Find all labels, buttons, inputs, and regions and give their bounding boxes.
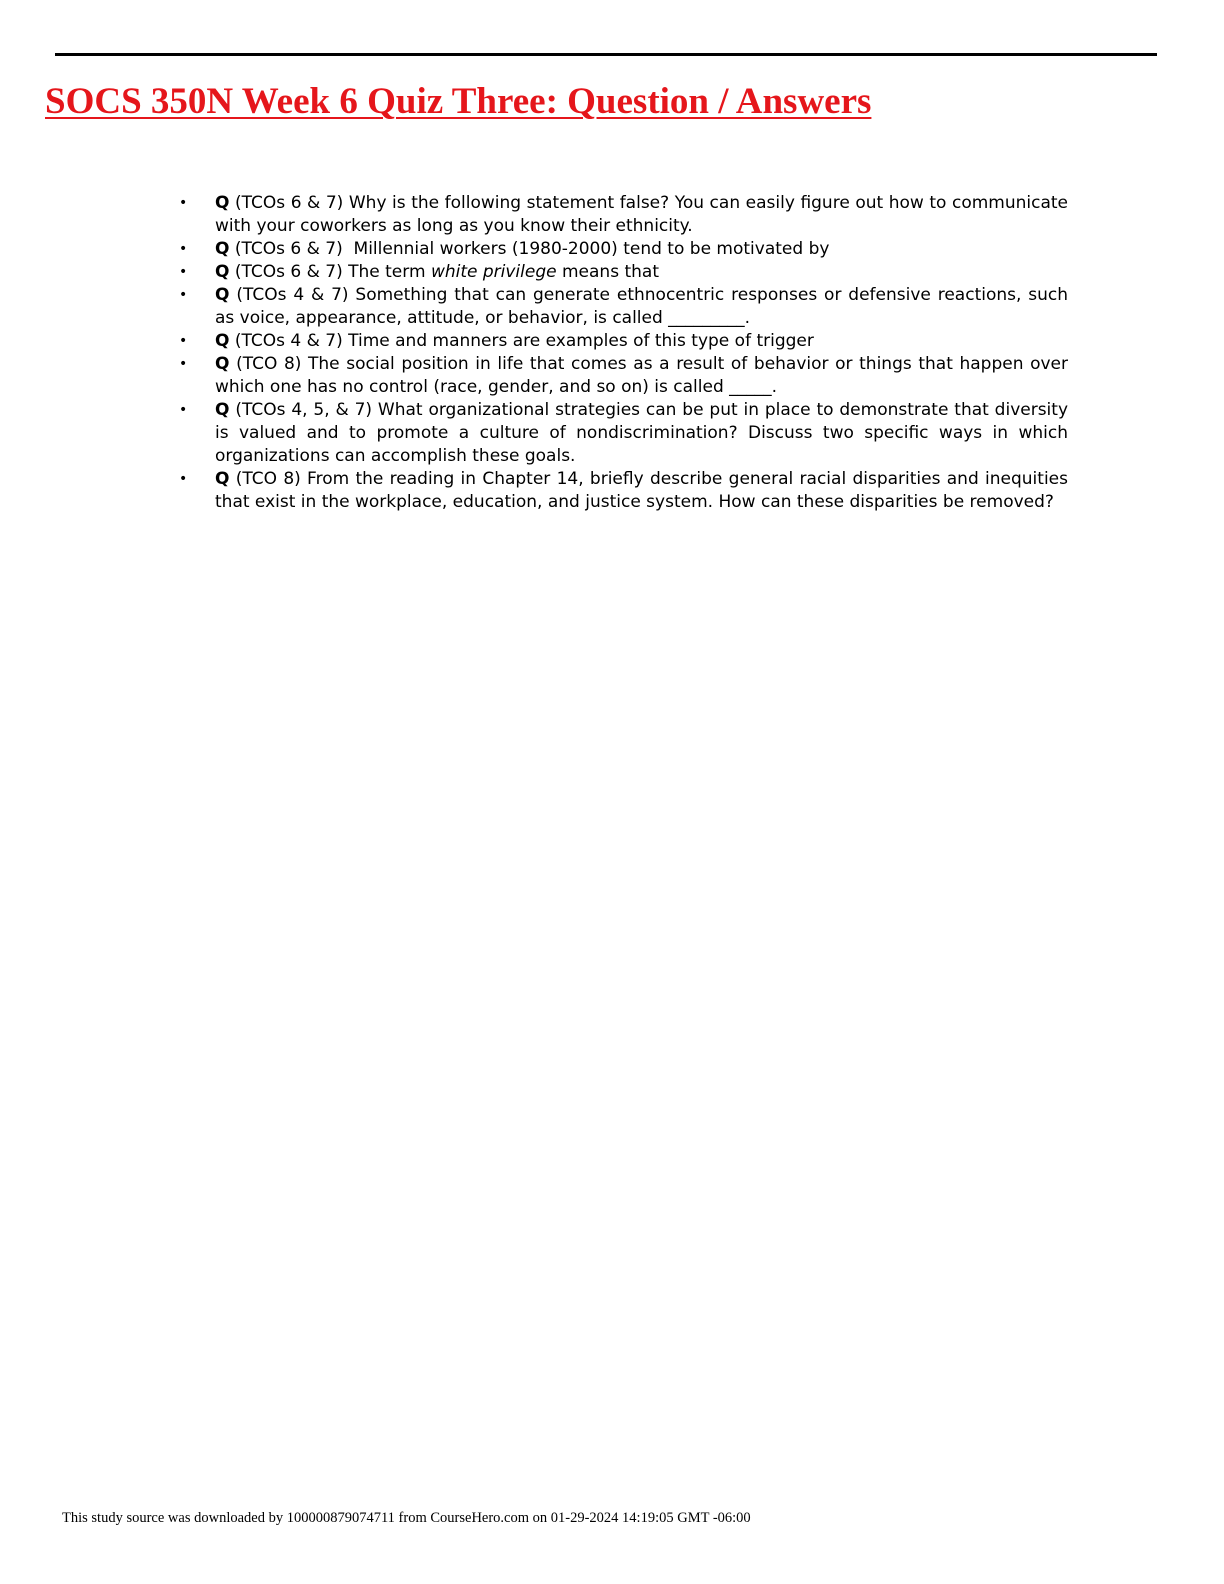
question-item xyxy=(176,468,1068,514)
question-item xyxy=(176,330,1068,353)
question-marker: Q xyxy=(215,239,230,259)
question-text: (TCOs 6 & 7) Millennial workers (1980-2000) tend to be motivated by xyxy=(234,239,830,259)
emphasized-term: white privilege xyxy=(430,262,557,282)
question-text-after: means that xyxy=(556,262,659,282)
question-marker: Q xyxy=(215,331,230,351)
bullet-icon: • xyxy=(179,241,188,257)
document-title: SOCS 350N Week 6 Quiz Three: Question / Answers xyxy=(45,81,872,122)
question-item xyxy=(176,192,1068,238)
question-text: (TCOs 6 & 7) Why is the following statement false? You can easily figure out how to communicate with your coworkers as long as you know their ethnicity. xyxy=(215,193,1069,236)
bullet-icon: • xyxy=(179,333,188,349)
question-marker: Q xyxy=(215,262,230,282)
question-marker: Q xyxy=(215,285,230,305)
question-text: (TCOs 4 & 7) Something that can generate ethnocentric responses or defensive reactions, such as voice, appearance, attitude, or behavior, is called _________. xyxy=(215,285,1069,328)
bullet-icon: • xyxy=(179,471,188,487)
bullet-icon: • xyxy=(179,402,188,418)
question-text: (TCOs 4 & 7) Time and manners are examples of this type of trigger xyxy=(234,331,814,351)
question-text: (TCOs 6 & 7) The term xyxy=(234,262,431,282)
question-marker: Q xyxy=(215,354,230,374)
question-item xyxy=(176,284,1068,330)
question-marker: Q xyxy=(215,400,230,420)
question-text: (TCOs 4, 5, & 7) What organizational strategies can be put in place to demonstrate that diversity is valued and to promote a culture of nondiscrimination? Discuss two specific ways in which organizations can accomplish these goals. xyxy=(215,400,1069,466)
bullet-icon: • xyxy=(179,356,188,372)
question-item xyxy=(176,353,1068,399)
question-marker: Q xyxy=(215,193,230,213)
question-item xyxy=(176,261,1068,284)
bullet-icon: • xyxy=(179,264,188,280)
top-rule xyxy=(55,53,1157,56)
question-text: (TCO 8) The social position in life that comes as a result of behavior or things that happen over which one has no control (race, gender, and so on) is called _____. xyxy=(215,354,1069,397)
source-footer: This study source was downloaded by 100000879074711 from CourseHero.com on 01-29-2024 14:19:05 GMT -06:00 xyxy=(62,1510,751,1526)
question-item xyxy=(176,399,1068,468)
question-item xyxy=(176,238,1068,261)
question-list xyxy=(176,192,1068,514)
question-text: (TCO 8) From the reading in Chapter 14, briefly describe general racial disparities and inequities that exist in the workplace, education, and justice system. How can these disparities be removed? xyxy=(215,469,1068,512)
question-marker: Q xyxy=(215,469,230,489)
bullet-icon: • xyxy=(179,195,188,211)
bullet-icon: • xyxy=(179,287,188,303)
